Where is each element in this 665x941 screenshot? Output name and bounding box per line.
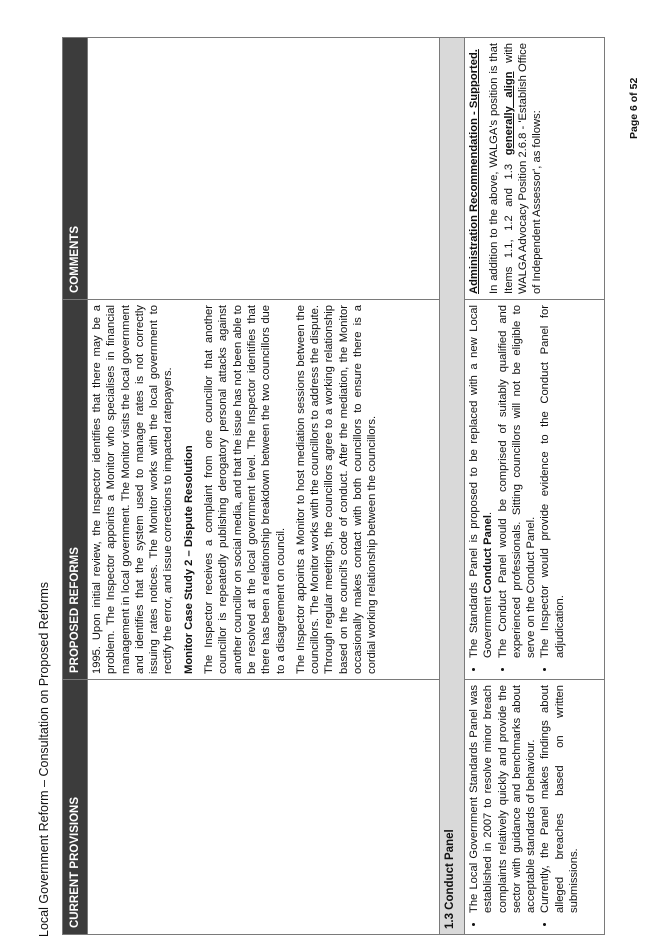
bold-text: Conduct Panel: [482, 515, 495, 594]
cell-current: [465, 680, 605, 935]
text: In addition to the above, WALGA's position is that Items 1.1, 1.2 and 1.3: [488, 43, 515, 294]
paragraph: 1995. Upon initial review, the Inspector identifies that there may be a problem. The Inspector appoints a Monitor who specialises in financial management in local government. The Monitor visits the local government and identifies that the system used to manage rates is not correctly issuing rates notices. The Monitor works with the local government to rectify the error, and issue corrections to impacted ratepayers.: [91, 305, 175, 674]
header-proposed-reforms: PROPOSED REFORMS: [63, 300, 88, 680]
header-current-provisions: CURRENT PROVISIONS: [63, 680, 88, 935]
cell-proposed: [465, 300, 605, 680]
list-item: [467, 305, 496, 658]
text: with WALGA Advocacy Position 2.6.8 - 'Establish Office of Independent Assessor', as follows:: [502, 42, 544, 294]
table-row: [88, 38, 440, 935]
bullet-list: [467, 305, 567, 674]
section-title: 1.3 Conduct Panel: [440, 38, 465, 935]
reforms-table: [62, 37, 605, 935]
list-item: • Currently, the Panel makes findings about alleged breaches based on written submissions.: [538, 685, 581, 913]
paragraph: [487, 43, 544, 294]
list-item: • The Conduct Panel would be comprised of suitably qualified and experienced professionals. Sitting councillors will not be eligible to serve on the Conduct Panel.: [496, 305, 539, 658]
text: The Standards Panel is proposed to be replaced with a new Local Government: [468, 305, 495, 658]
section-row: [440, 38, 465, 935]
paragraph: The Inspector appoints a Monitor to host mediation sessions between the councillors. The Monitor works with the councillors to address the dispute. Through regular meetings, the councillors agree to a working relationship based on the council's code of conduct. After the mediation, the Monitor occasionally makes contact with both councillors to ensure there is a cordial working relationship between the councillors.: [294, 305, 379, 674]
recommendation-heading: Administration Recommendation - Supported.: [468, 49, 480, 294]
case-study-heading: Monitor Case Study 2 – Dispute Resolution: [182, 445, 195, 674]
cell-comments: [465, 38, 605, 300]
underlined-text: generally align: [502, 71, 515, 156]
cell-current: [88, 680, 440, 935]
cell-proposed: [88, 300, 440, 680]
list-item: • The Inspector would provide evidence to the Conduct Panel for adjudication.: [538, 305, 567, 658]
bullet-list: [467, 685, 581, 929]
table-row: [465, 38, 605, 935]
text: .: [482, 511, 495, 515]
cell-comments: [88, 38, 440, 300]
header-comments: COMMENTS: [63, 38, 88, 300]
list-item: • The Local Government Standards Panel was established in 2007 to resolve minor breach complaints relatively quickly and provide the sector with guidance and benchmarks about acceptable standards of behaviour.: [467, 685, 538, 913]
running-header: Local Government Reform – Consultation on Proposed Reforms: [37, 581, 51, 937]
paragraph: The Inspector receives a complaint from one councillor that another councillor is repeatedly publishing derogatory personal attacks against another councillor on social media, and that the issue has not been able to be resolved at the local government level. The Inspector identifies that there has been a relationship breakdown between the two councillors due to a disagreement on council.: [203, 305, 287, 674]
header-row: [63, 38, 88, 935]
page-number: Page 6 of 52: [628, 77, 640, 139]
